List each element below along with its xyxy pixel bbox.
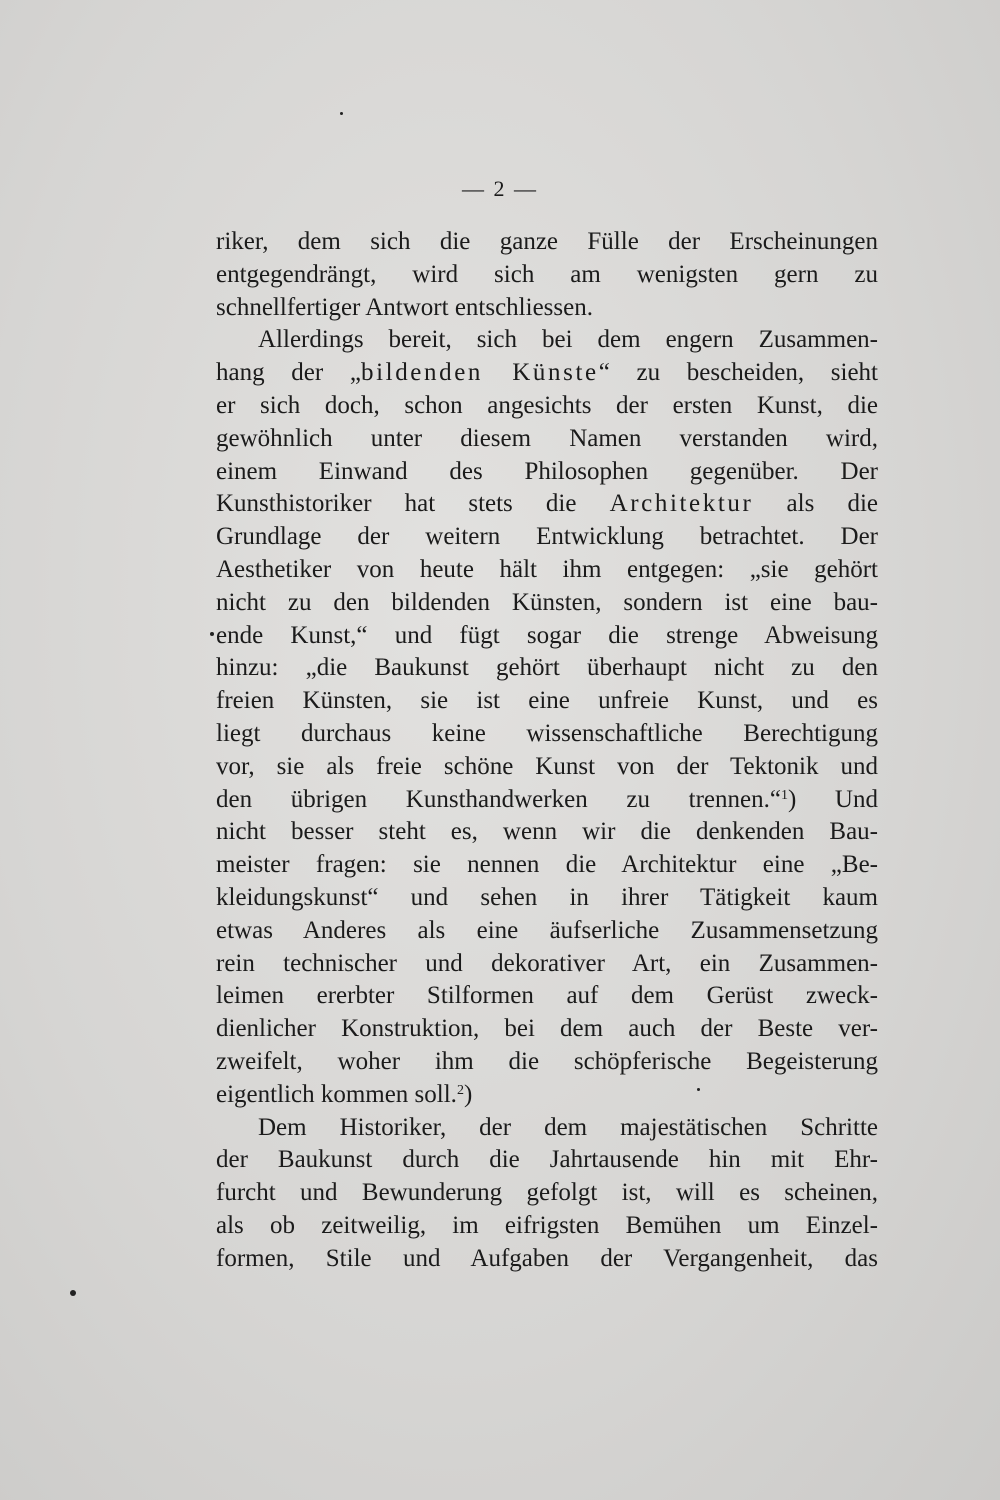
text-segment: ) xyxy=(463,1080,473,1108)
text-line xyxy=(216,685,878,718)
text-segment: formen, Stile und Aufgaben der Vergangenheit, das xyxy=(216,1244,878,1272)
footnote-marker: 1 xyxy=(780,787,788,803)
text-line xyxy=(216,357,878,390)
text-segment: Dem Historiker, der dem majestätischen Schritte xyxy=(258,1113,878,1141)
text-segment: schnellfertiger Antwort entschliessen. xyxy=(216,293,593,321)
text-segment: er sich doch, schon angesichts der ersten Kunst, die xyxy=(216,391,878,419)
text-line xyxy=(216,751,878,784)
text-segment: zweifelt, woher ihm die schöpferische Begeisterung xyxy=(216,1047,878,1075)
text-segment: vor, sie als freie schöne Kunst von der Tektonik und xyxy=(216,752,878,780)
text-line xyxy=(216,554,878,587)
text-line xyxy=(216,784,878,817)
text-segment: nicht besser steht es, wenn wir die denkenden Bau- xyxy=(216,818,878,846)
page-number: — 2 — xyxy=(462,176,538,201)
text-line xyxy=(216,1079,878,1112)
text-segment: liegt durchaus keine wissenschaftliche Berechtigung xyxy=(216,719,878,747)
text-segment: rein technischer und dekorativer Art, ein Zusammen- xyxy=(216,949,878,977)
text-segment: Grundlage der weitern Entwicklung betrachtet. Der xyxy=(216,523,878,551)
text-segment: Kunsthistoriker hat stets die xyxy=(216,490,610,518)
text-segment: den übrigen Kunsthandwerken zu trennen.“ xyxy=(216,785,781,813)
text-segment: der Baukunst durch die Jahrtausende hin mit Ehr- xyxy=(216,1146,878,1174)
text-segment: meister fragen: sie nennen die Architektur eine „Be- xyxy=(216,851,878,879)
text-segment: einem Einwand des Philosophen gegenüber. Der xyxy=(216,457,878,485)
text-line xyxy=(216,226,878,259)
text-segment: freien Künsten, sie ist eine unfreie Kunst, und es xyxy=(216,687,878,715)
text-line xyxy=(216,1177,878,1210)
text-segment: leimen ererbter Stilformen auf dem Gerüst zweck- xyxy=(216,982,878,1010)
text-line xyxy=(216,718,878,751)
text-segment: “ zu bescheiden, sieht xyxy=(598,359,878,387)
text-segment: etwas Anderes als eine äufserliche Zusammensetzung xyxy=(216,916,878,944)
text-line xyxy=(216,292,878,325)
text-segment: riker, dem sich die ganze Fülle der Erscheinungen xyxy=(216,228,878,255)
print-speck xyxy=(210,632,214,636)
print-speck xyxy=(340,112,343,115)
text-line xyxy=(216,882,878,915)
text-line xyxy=(216,324,878,357)
body-text xyxy=(216,226,878,1276)
text-segment: nicht zu den bildenden Künsten, sondern ist eine bau- xyxy=(216,588,878,616)
text-line xyxy=(216,1243,878,1276)
text-line xyxy=(216,456,878,489)
text-segment: gewöhnlich unter diesem Namen verstanden wird, xyxy=(216,424,878,452)
text-line xyxy=(216,259,878,292)
text-segment: Aesthetiker von heute hält ihm entgegen: „sie gehört xyxy=(216,555,878,583)
text-segment: eigentlich kommen soll. xyxy=(216,1080,457,1108)
text-line xyxy=(216,1112,878,1145)
text-segment: hinzu: „die Baukunst gehört überhaupt nicht zu den xyxy=(216,654,878,682)
print-speck xyxy=(697,1088,700,1091)
text-line xyxy=(216,816,878,849)
text-line xyxy=(216,1144,878,1177)
text-segment: hang der „ xyxy=(216,359,361,387)
text-line xyxy=(216,1046,878,1079)
text-segment: als die xyxy=(753,490,878,518)
text-segment: kleidungskunst“ und sehen in ihrer Tätigkeit kaum xyxy=(216,883,878,911)
text-line xyxy=(216,521,878,554)
text-segment: entgegendrängt, wird sich am wenigsten gern zu xyxy=(216,260,878,288)
text-line xyxy=(216,390,878,423)
text-segment: Allerdings bereit, sich bei dem engern Zusammen- xyxy=(258,326,878,354)
text-segment: furcht und Bewunderung gefolgt ist, will es scheinen, xyxy=(216,1179,878,1207)
text-line xyxy=(216,488,878,521)
text-line xyxy=(216,652,878,685)
text-line xyxy=(216,423,878,456)
text-line xyxy=(216,1013,878,1046)
text-segment: dienlicher Konstruktion, bei dem auch der Beste ver- xyxy=(216,1015,878,1043)
text-segment: als ob zeitweilig, im eifrigsten Bemühen um Einzel- xyxy=(216,1211,878,1239)
text-line xyxy=(216,1210,878,1243)
spaced-emphasis: bildenden Künste xyxy=(361,359,599,387)
text-segment: ende Kunst,“ und fügt sogar die strenge Abweisung xyxy=(216,621,878,649)
text-line xyxy=(216,980,878,1013)
print-speck xyxy=(70,1290,76,1296)
text-line xyxy=(216,948,878,981)
spaced-emphasis: Architektur xyxy=(609,490,754,518)
text-line xyxy=(216,620,878,653)
text-line xyxy=(216,915,878,948)
footnote-marker: 2 xyxy=(456,1082,464,1098)
text-line xyxy=(216,587,878,620)
text-line xyxy=(216,849,878,882)
text-segment: ) Und xyxy=(787,785,878,813)
